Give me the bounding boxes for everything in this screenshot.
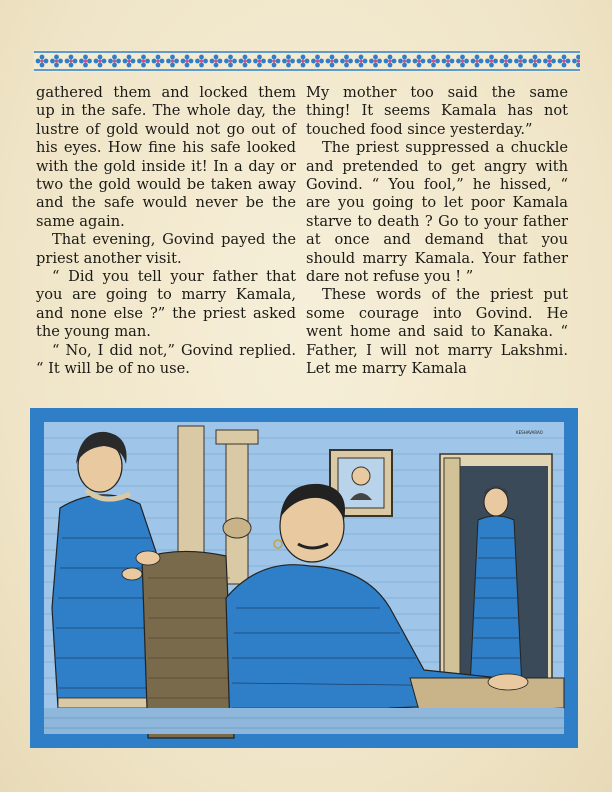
right-paragraph-2: The priest suppressed a chuckle and pretended to get angry with Govind. “ You fool,” he hissed, “ are you going to let poor Kamala starve to death ? Go to your father at once and demand that you should marry Kamala. Your father dare not refuse you ! ” <box>306 139 568 286</box>
left-column <box>36 84 296 379</box>
left-paragraph-2: That evening, Govind payed the priest another visit. <box>36 231 296 267</box>
left-paragraph-1: gathered them and locked them up in the safe. The whole day, the lustre of gold would not go out of his eyes. How fine his safe looked with the gold inside it! In a day or two the gold would be taken away and the safe would never be the same again. <box>36 84 296 230</box>
story-illustration-icon <box>30 408 578 748</box>
right-paragraph-3: These words of the priest put some courage into Govind. He went home and said to Kanaka. “ Father, I will not marry Lakshmi. Let me marry Kamala <box>306 286 568 378</box>
signature: KESHAVARAO <box>516 430 543 435</box>
left-paragraph-3: “ Did you tell your father that you are going to marry Kamala, and none else ?” the priest asked the young man. <box>36 268 296 341</box>
right-paragraph-1: My mother too said the same thing! It seems Kamala has not touched food since yesterday.” <box>306 84 568 138</box>
right-column <box>306 84 568 379</box>
floral-border-icon <box>34 50 580 72</box>
left-paragraph-4: “ No, I did not,” Govind replied. “ It will be of no use. <box>36 341 296 378</box>
